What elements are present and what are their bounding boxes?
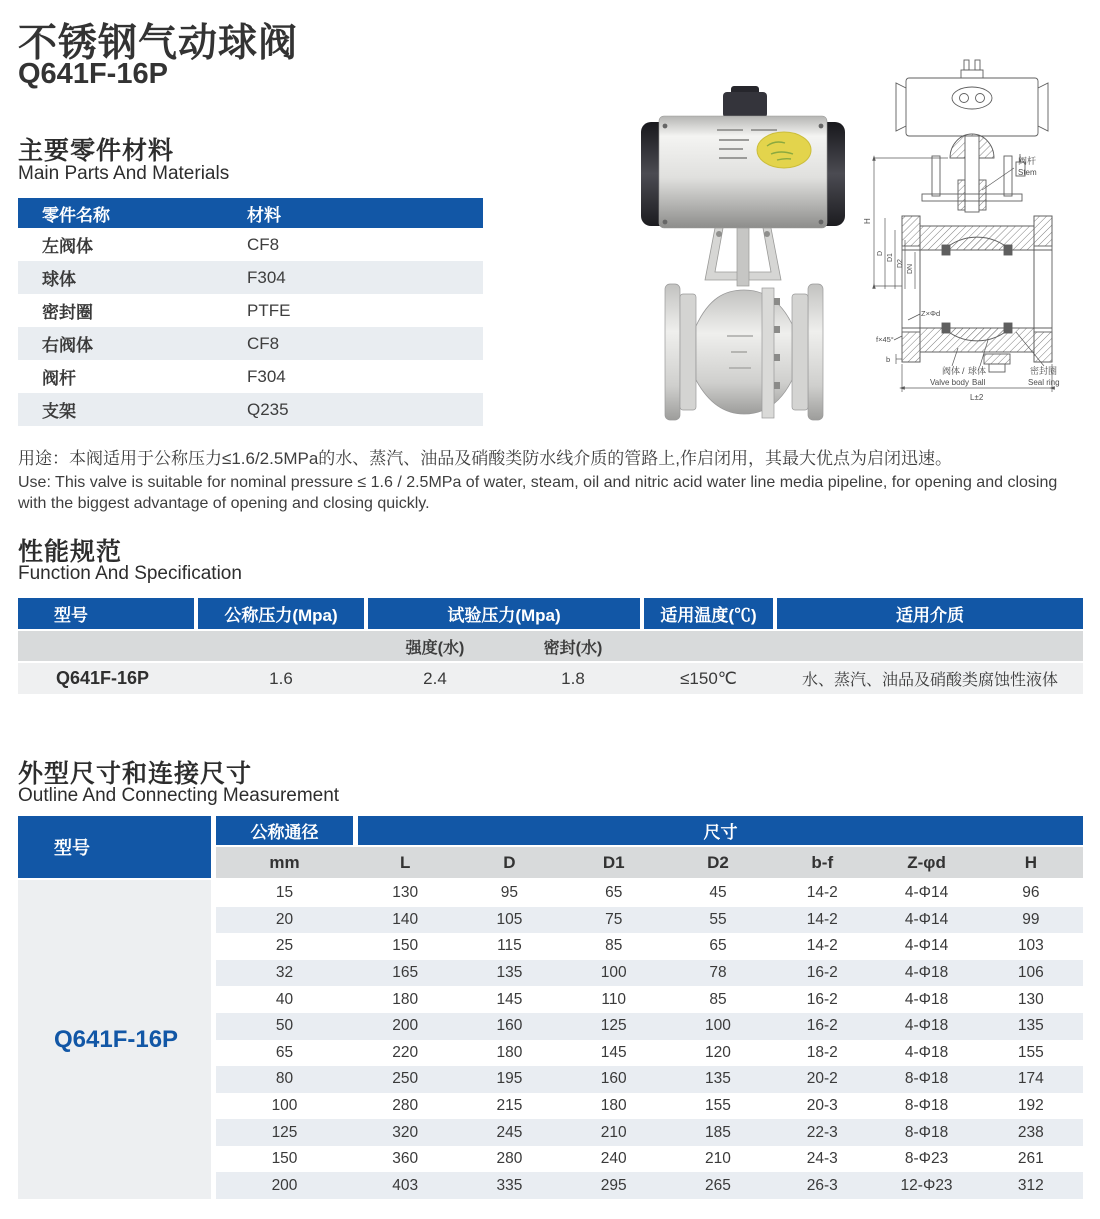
table-row: 65 220 180 145 120 18-2 4-Φ18 155 (275, 1043, 1044, 1061)
table-row: 支架 Q235 (18, 393, 483, 426)
label-f45: f×45° (876, 335, 894, 344)
table-row: 150 360 280 240 210 24-3 8-Φ23 261 (271, 1150, 1044, 1168)
spec-heading-en: Function And Specification (18, 563, 242, 584)
col-test-pressure: 试验压力(Mpa) (368, 598, 640, 629)
sub-strength: 强度(水) (405, 639, 465, 657)
spec-heading-cn: 性能规范 (18, 538, 123, 566)
col-model: 型号 (18, 816, 211, 878)
table-row: 球体 F304 (18, 261, 483, 294)
yellow-sticker (757, 132, 811, 168)
label-d: D (877, 250, 884, 256)
materials-table (18, 198, 483, 426)
product-photo (631, 86, 857, 426)
spec-table-subheader (18, 631, 1083, 661)
table-row: 右阀体 CF8 (18, 327, 483, 360)
table-row: 50 200 160 125 100 16-2 4-Φ18 135 (216, 1013, 1083, 1040)
materials-heading-en: Main Parts And Materials (18, 163, 230, 184)
table-row: 15 130 95 65 45 14-2 4-Φ14 96 (275, 884, 1040, 902)
table-row: 200 403 335 295 265 26-3 12-Φ23 312 (216, 1172, 1083, 1199)
col-nominal-pressure: 公称压力(Mpa) (198, 598, 364, 629)
label-valve-body-en: Valve body (930, 378, 969, 387)
col-nominal-diameter: 公称通径 (216, 816, 353, 845)
col-material: 材料 (247, 205, 281, 225)
table-row: 20 140 105 75 55 14-2 4-Φ14 99 (216, 907, 1083, 934)
table-row: 25 150 115 85 65 14-2 4-Φ14 103 (275, 937, 1044, 955)
col-temperature: 适用温度(℃) (644, 598, 773, 629)
spec-table-header (18, 598, 1083, 629)
label-z-phi-d: Z×Φd (921, 309, 941, 318)
table-row: 左阀体 CF8 (42, 234, 280, 256)
label-h: H (863, 218, 872, 224)
table-row: 125 320 245 210 185 22-3 8-Φ18 238 (216, 1119, 1083, 1146)
label-b: b (886, 355, 891, 364)
label-l: L±2 (970, 393, 984, 402)
label-d2: D2 (897, 259, 904, 268)
col-media: 适用介质 (777, 598, 1083, 629)
outline-heading-cn: 外型尺寸和连接尺寸 (18, 760, 253, 788)
mounting-bracket (705, 228, 781, 286)
sub-seal: 密封(水) (543, 639, 603, 657)
label-slash: / (962, 366, 965, 376)
outline-heading-en: Outline And Connecting Measurement (18, 785, 340, 806)
model-value-cell: Q641F-16P (18, 880, 211, 1199)
model-number: Q641F-16P (18, 58, 168, 90)
spec-table-row: Q641F-16P 1.6 2.4 1.8 ≤150℃ 水、蒸汽、油品及硝酸类腐蚀性液体 (18, 663, 1083, 694)
table-row: 密封圈 PTFE (42, 300, 291, 322)
label-ball-cn: 球体 (968, 366, 987, 376)
label-seal-en: Seal ring (1028, 378, 1060, 387)
table-row: 100 280 215 180 155 20-3 8-Φ18 192 (271, 1096, 1044, 1114)
label-stem-en: Stem (1018, 168, 1037, 177)
table-row: 阀杆 F304 (42, 366, 286, 388)
ball-valve-body (665, 284, 823, 420)
label-d1: D1 (887, 253, 894, 262)
outline-table-subheader: mm L D D1 D2 b-f Z-φd H (216, 847, 1083, 878)
col-dimensions: 尺寸 (358, 816, 1083, 845)
outline-table-header (216, 816, 1083, 845)
valve-stem (737, 228, 749, 286)
table-row: 80 250 195 160 135 20-2 8-Φ18 174 (216, 1066, 1083, 1093)
table-row: 32 165 135 100 78 16-2 4-Φ18 106 (216, 960, 1083, 987)
technical-drawing (858, 58, 1096, 423)
label-ball-en: Ball (972, 378, 986, 387)
label-stem-cn: 阀杆 (1018, 156, 1037, 166)
spec-table (18, 598, 1083, 694)
usage-text-en: Use: This valve is suitable for nominal pressure ≤ 1.6 / 2.5MPa of water, steam, oil and nitric acid water line media pipeline, for opening and closing with the biggest advantage of opening and closing quickly. (18, 474, 1058, 512)
label-valve-body-cn: 阀体 (942, 366, 961, 376)
label-seal-cn: 密封圈 (1030, 366, 1058, 376)
col-part-name: 零件名称 (42, 205, 110, 225)
col-model: 型号 (18, 598, 194, 629)
materials-heading-cn: 主要零件材料 (18, 137, 175, 165)
usage-text-cn: 用途：本阀适用于公称压力≤1.6/2.5MPa的水、蒸汽、油品及硝酸类防水线介质的管路上,作启闭用，其最大优点为启闭迅速。 (18, 449, 952, 468)
page-title: 不锈钢气动球阀 (18, 22, 299, 65)
table-row: 40 180 145 110 85 16-2 4-Φ18 130 (275, 990, 1044, 1008)
outline-table (18, 816, 1083, 1199)
materials-table-header (18, 198, 483, 228)
label-dn: DN (907, 263, 914, 274)
pneumatic-actuator (641, 86, 845, 228)
